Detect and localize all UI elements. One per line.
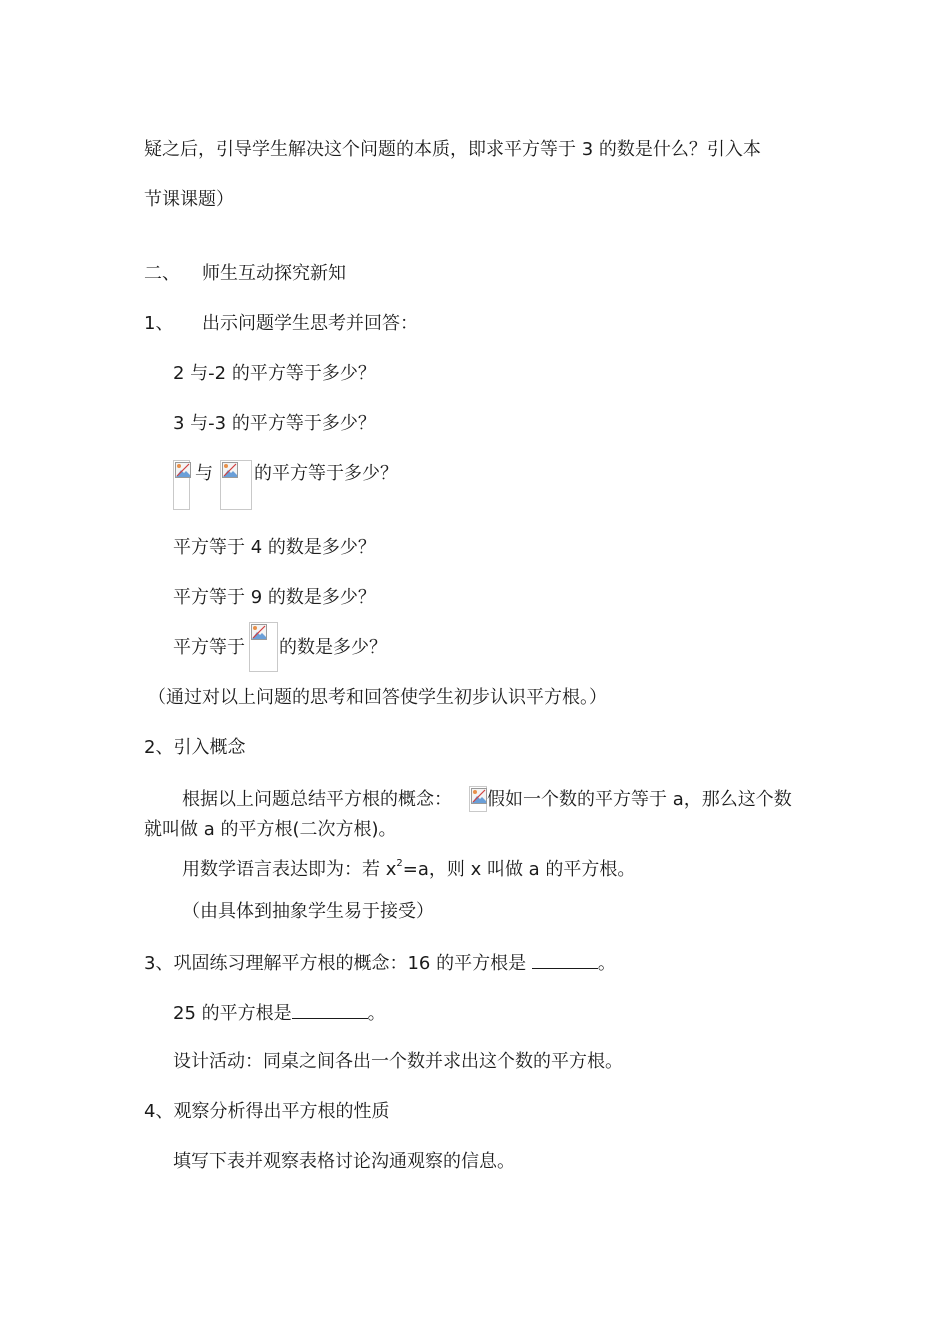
- definition-line-2: 就叫做 a 的平方根(二次方根)。: [144, 819, 397, 840]
- exercise-line-2-end: 。: [367, 1003, 386, 1024]
- section-2-number: 二、: [144, 263, 180, 284]
- question-3-mid: 与: [195, 463, 213, 484]
- image-placeholder: [173, 460, 190, 510]
- exercise-line-2: [173, 1000, 386, 1026]
- exponent: 2: [396, 858, 403, 869]
- item-3-title: [144, 950, 616, 976]
- activity: 设计活动：同桌之间各出一个数并求出这个数的平方根。: [173, 1051, 623, 1072]
- image-placeholder: [469, 786, 487, 812]
- item-1-note: （通过对以上问题的思考和回答使学生初步认识平方根。）: [148, 687, 607, 708]
- math-expression-start: 用数学语言表达即为：若 x: [182, 859, 397, 880]
- question-3-end: 的平方等于多少？: [254, 463, 398, 484]
- question-6-end: 的数是多少？: [279, 637, 387, 658]
- answer-blank: [532, 950, 598, 969]
- intro-line-2: 节课课题）: [144, 189, 234, 210]
- item-4-title: 4、观察分析得出平方根的性质: [144, 1101, 390, 1122]
- question-1: 2 与-2 的平方等于多少？: [173, 363, 376, 384]
- item-1-number: 1、: [144, 313, 174, 334]
- exercise-line-2-text: 25 的平方根是: [173, 1003, 292, 1024]
- definition-start: 根据以上问题总结平方根的概念：: [182, 789, 452, 810]
- item-2-title: 2、引入概念: [144, 737, 246, 758]
- image-placeholder: [220, 460, 252, 510]
- item-4-line: 填写下表并观察表格讨论沟通观察的信息。: [173, 1151, 515, 1172]
- math-expression: [182, 858, 635, 882]
- question-5: 平方等于 9 的数是多少？: [173, 587, 376, 608]
- broken-image-icon: [222, 462, 238, 478]
- item-2-note: （由具体到抽象学生易于接受）: [182, 901, 434, 922]
- broken-image-icon: [471, 788, 487, 804]
- definition-rest: 假如一个数的平方等于 a，那么这个数: [487, 789, 792, 810]
- question-2: 3 与-3 的平方等于多少？: [173, 413, 376, 434]
- broken-image-icon: [251, 624, 267, 640]
- item-3-title-end: 。: [597, 953, 616, 974]
- math-expression-end: =a，则 x 叫做 a 的平方根。: [402, 859, 636, 880]
- item-3-title-text: 3、巩固练习理解平方根的概念：16 的平方根是: [144, 953, 532, 974]
- intro-line-1: 疑之后，引导学生解决这个问题的本质，即求平方等于 3 的数是什么？引入本: [144, 139, 761, 160]
- answer-blank: [292, 1000, 368, 1019]
- image-placeholder: [249, 622, 278, 672]
- question-6-start: 平方等于: [173, 637, 245, 658]
- item-1-title: 出示问题学生思考并回答：: [202, 313, 418, 334]
- question-4: 平方等于 4 的数是多少？: [173, 537, 376, 558]
- section-2-title: 师生互动探究新知: [202, 263, 346, 284]
- broken-image-icon: [175, 462, 191, 478]
